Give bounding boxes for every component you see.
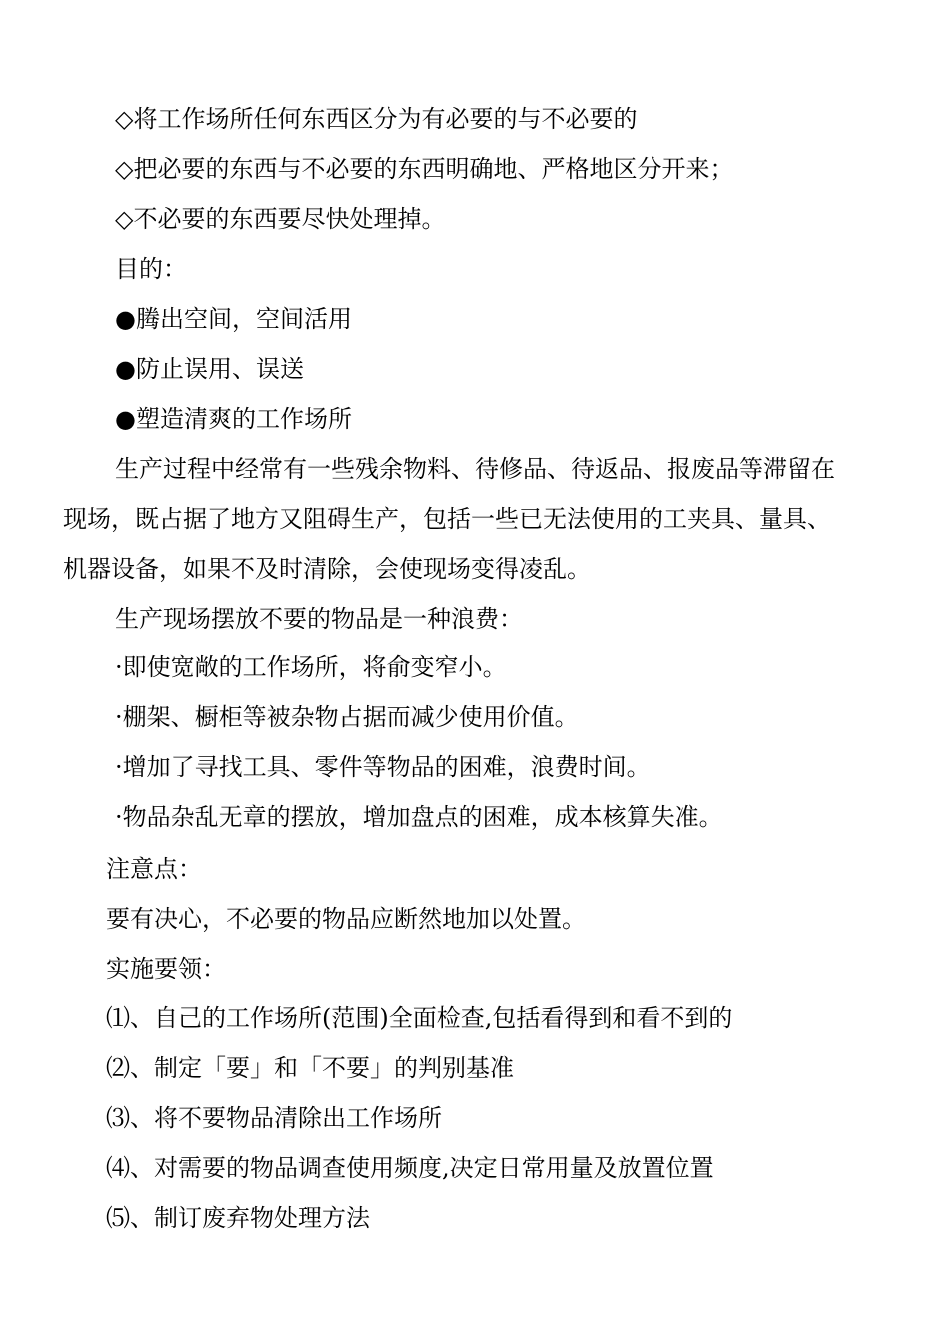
paragraph-line-1: 生产过程中经常有一些残余物料、待修品、待返品、报废品等滞留在 (115, 455, 835, 483)
principle-2: ◇把必要的东西与不必要的东西明确地、严格地区分开来； (115, 155, 734, 183)
note-text: 要有决心，不必要的物品应断然地加以处置。 (106, 905, 586, 933)
paragraph-line-2: 现场，既占据了地方又阻碍生产，包括一些已无法使用的工夹具、量具、 (63, 505, 831, 533)
waste-heading: 生产现场摆放不要的物品是一种浪费： (115, 605, 523, 633)
principle-3: ◇不必要的东西要尽快处理掉。 (115, 205, 446, 233)
step-2: ⑵、制定「要」和「不要」的判别基准 (106, 1054, 514, 1082)
waste-2: ·棚架、橱柜等被杂物占据而减少使用价值。 (115, 703, 579, 731)
purpose-2: ●防止误用、误送 (115, 355, 304, 383)
purpose-heading: 目的： (115, 255, 187, 283)
purpose-3: ●塑造清爽的工作场所 (115, 405, 352, 433)
steps-heading: 实施要领： (106, 955, 226, 983)
step-5: ⑸、制订废弃物处理方法 (106, 1204, 370, 1232)
purpose-1: ●腾出空间，空间活用 (115, 305, 352, 333)
waste-4: ·物品杂乱无章的摆放，增加盘点的困难，成本核算失准。 (115, 803, 723, 831)
step-4: ⑷、对需要的物品调查使用频度,决定日常用量及放置位置 (106, 1154, 714, 1182)
waste-1: ·即使宽敞的工作场所，将俞变窄小。 (115, 653, 507, 681)
note-heading: 注意点： (106, 855, 202, 883)
waste-3: ·增加了寻找工具、零件等物品的困难，浪费时间。 (115, 753, 651, 781)
paragraph-line-3: 机器设备，如果不及时清除，会使现场变得凌乱。 (63, 555, 591, 583)
principle-1: ◇将工作场所任何东西区分为有必要的与不必要的 (115, 105, 638, 133)
step-1: ⑴、自己的工作场所(范围)全面检查,包括看得到和看不到的 (106, 1004, 733, 1032)
step-3: ⑶、将不要物品清除出工作场所 (106, 1104, 442, 1132)
